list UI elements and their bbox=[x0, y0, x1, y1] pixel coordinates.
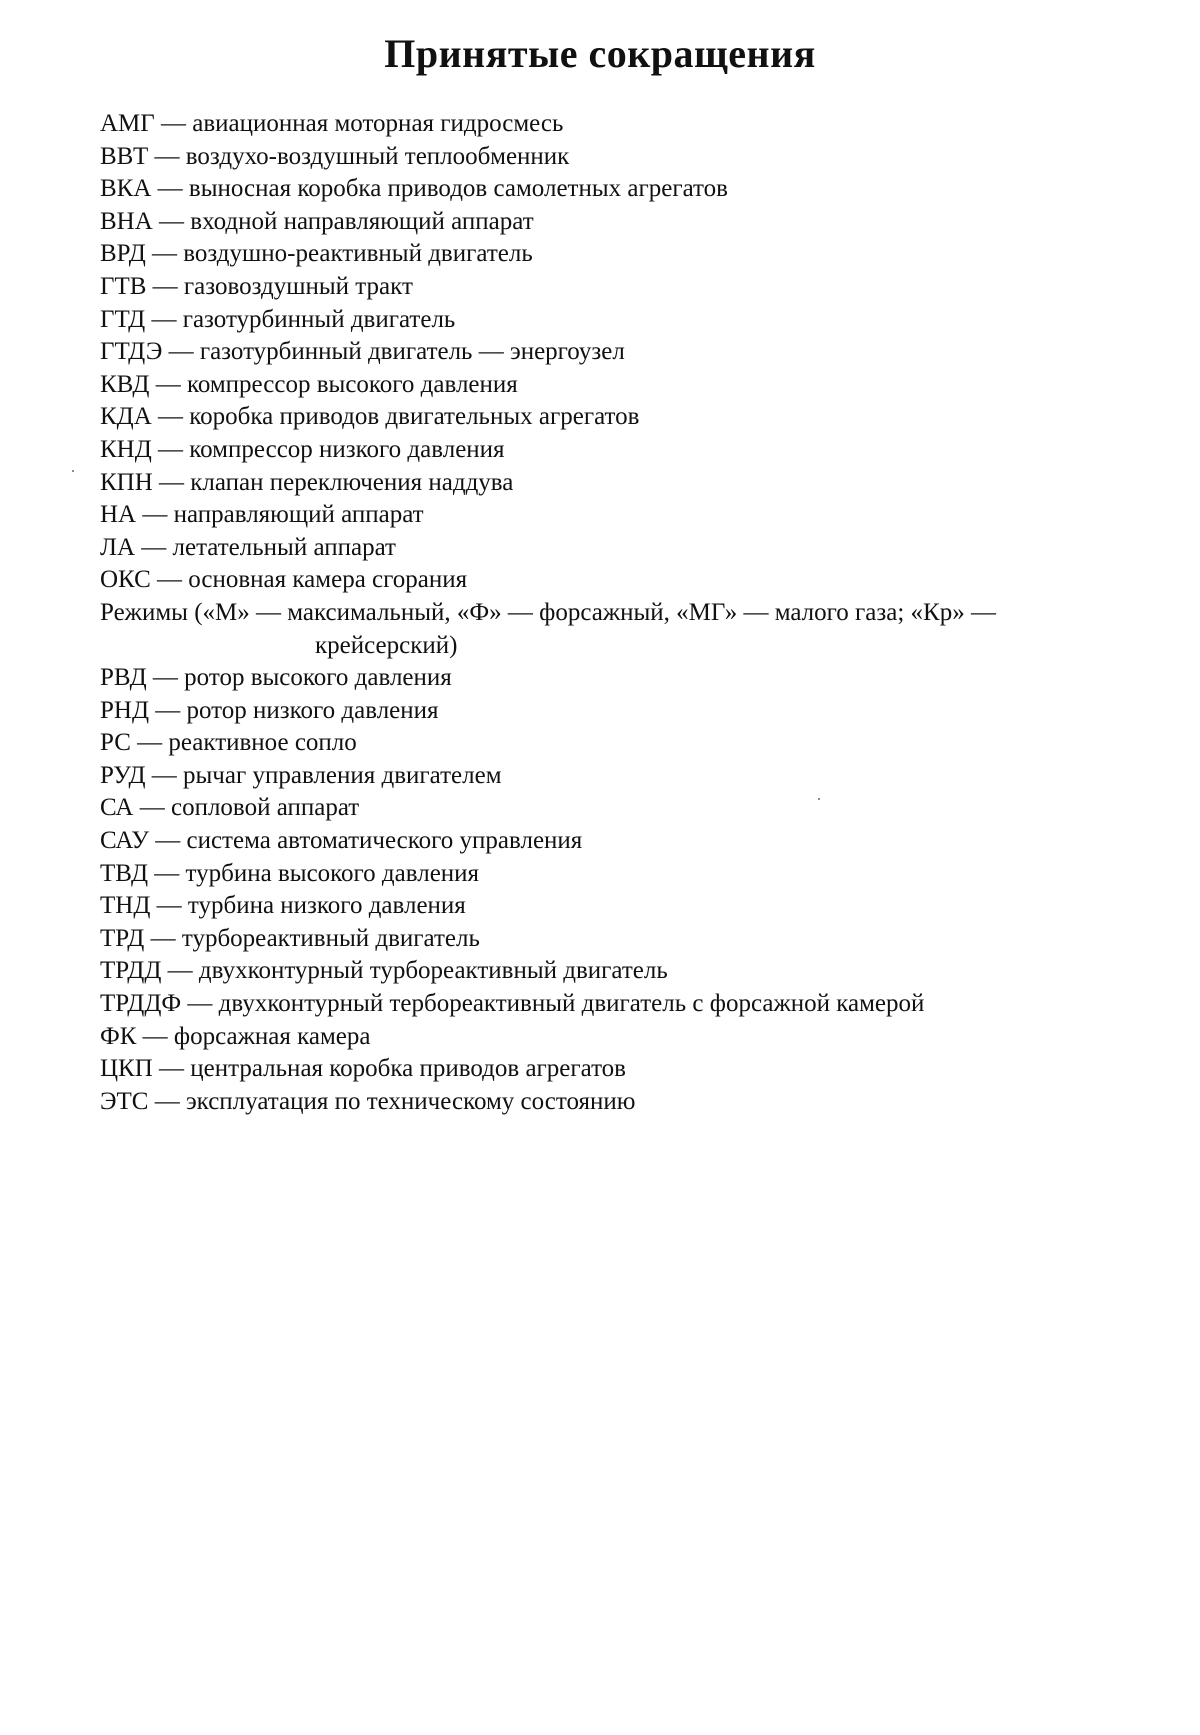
abbreviation-entry: ТНД — турбина низкого давления bbox=[100, 892, 466, 920]
abbreviation-entry: ЭТС — эксплуатация по техническому состоянию bbox=[100, 1087, 636, 1115]
abbreviation-entry: ВНА — входной направляющий аппарат bbox=[100, 207, 534, 235]
abbreviation-entry: ЛА — летательный аппарат bbox=[100, 533, 396, 561]
abbreviation-entry: ТВД — турбина высокого давления bbox=[100, 859, 480, 887]
abbreviation-entry: ТРД — турбореактивный двигатель bbox=[100, 924, 480, 952]
abbreviation-entry: ВВТ — воздухо-воздушный теплообменник bbox=[100, 142, 570, 170]
abbreviation-entry: РНД — ротор низкого давления bbox=[100, 696, 439, 724]
abbreviation-entry: КНД — компрессор низкого давления bbox=[100, 435, 505, 463]
abbreviation-entry: ЦКП — центральная коробка приводов агрегатов bbox=[100, 1055, 626, 1083]
abbreviation-entry: КПН — клапан переключения наддува bbox=[100, 468, 514, 496]
abbreviation-entry: РВД — ротор высокого давления bbox=[100, 664, 452, 692]
scan-speck bbox=[72, 470, 74, 472]
modes-entry-line1: Режимы («М» — максимальный, «Ф» — форсажный, «МГ» — малого газа; «Кр» — bbox=[100, 598, 996, 626]
abbreviation-entry: НА — направляющий аппарат bbox=[100, 501, 424, 529]
abbreviation-entry: РУД — рычаг управления двигателем bbox=[100, 761, 502, 789]
scan-speck bbox=[818, 798, 820, 800]
abbreviation-entry: ВРД — воздушно-реактивный двигатель bbox=[100, 240, 533, 268]
abbreviation-entry: СА — сопловой аппарат bbox=[100, 794, 360, 822]
abbreviation-entry: КДА — коробка приводов двигательных агрегатов bbox=[100, 403, 640, 431]
abbreviation-entry: ВКА — выносная коробка приводов самолетных агрегатов bbox=[100, 175, 728, 203]
abbreviation-entry: АМГ — авиационная моторная гидросмесь bbox=[100, 110, 564, 137]
abbreviations-list bbox=[100, 108, 1140, 1118]
abbreviation-entry: ГТВ — газовоздушный тракт bbox=[100, 272, 413, 300]
modes-entry bbox=[100, 597, 1140, 662]
abbreviation-entry: ГТДЭ — газотурбинный двигатель — энергоузел bbox=[100, 338, 625, 366]
abbreviation-entry: САУ — система автоматического управления bbox=[100, 827, 583, 855]
abbreviation-entry: РС — реактивное сопло bbox=[100, 729, 357, 757]
modes-entry-line2: крейсерский) bbox=[315, 631, 458, 659]
page-title: Принятые сокращения bbox=[384, 31, 816, 76]
abbreviation-entry: ГТД — газотурбинный двигатель bbox=[100, 305, 456, 333]
abbreviation-entry: КВД — компрессор высокого давления bbox=[100, 370, 518, 398]
abbreviation-entry: ТРДД — двухконтурный турбореактивный двигатель bbox=[100, 957, 668, 985]
abbreviation-entry: ТРДДФ — двухконтурный терборeактивный двигатель с форсажной камерой bbox=[100, 990, 925, 1018]
abbreviation-entry: ФК — форсажная камера bbox=[100, 1022, 371, 1050]
abbreviation-entry: ОКС — основная камера сгорания bbox=[100, 566, 468, 594]
